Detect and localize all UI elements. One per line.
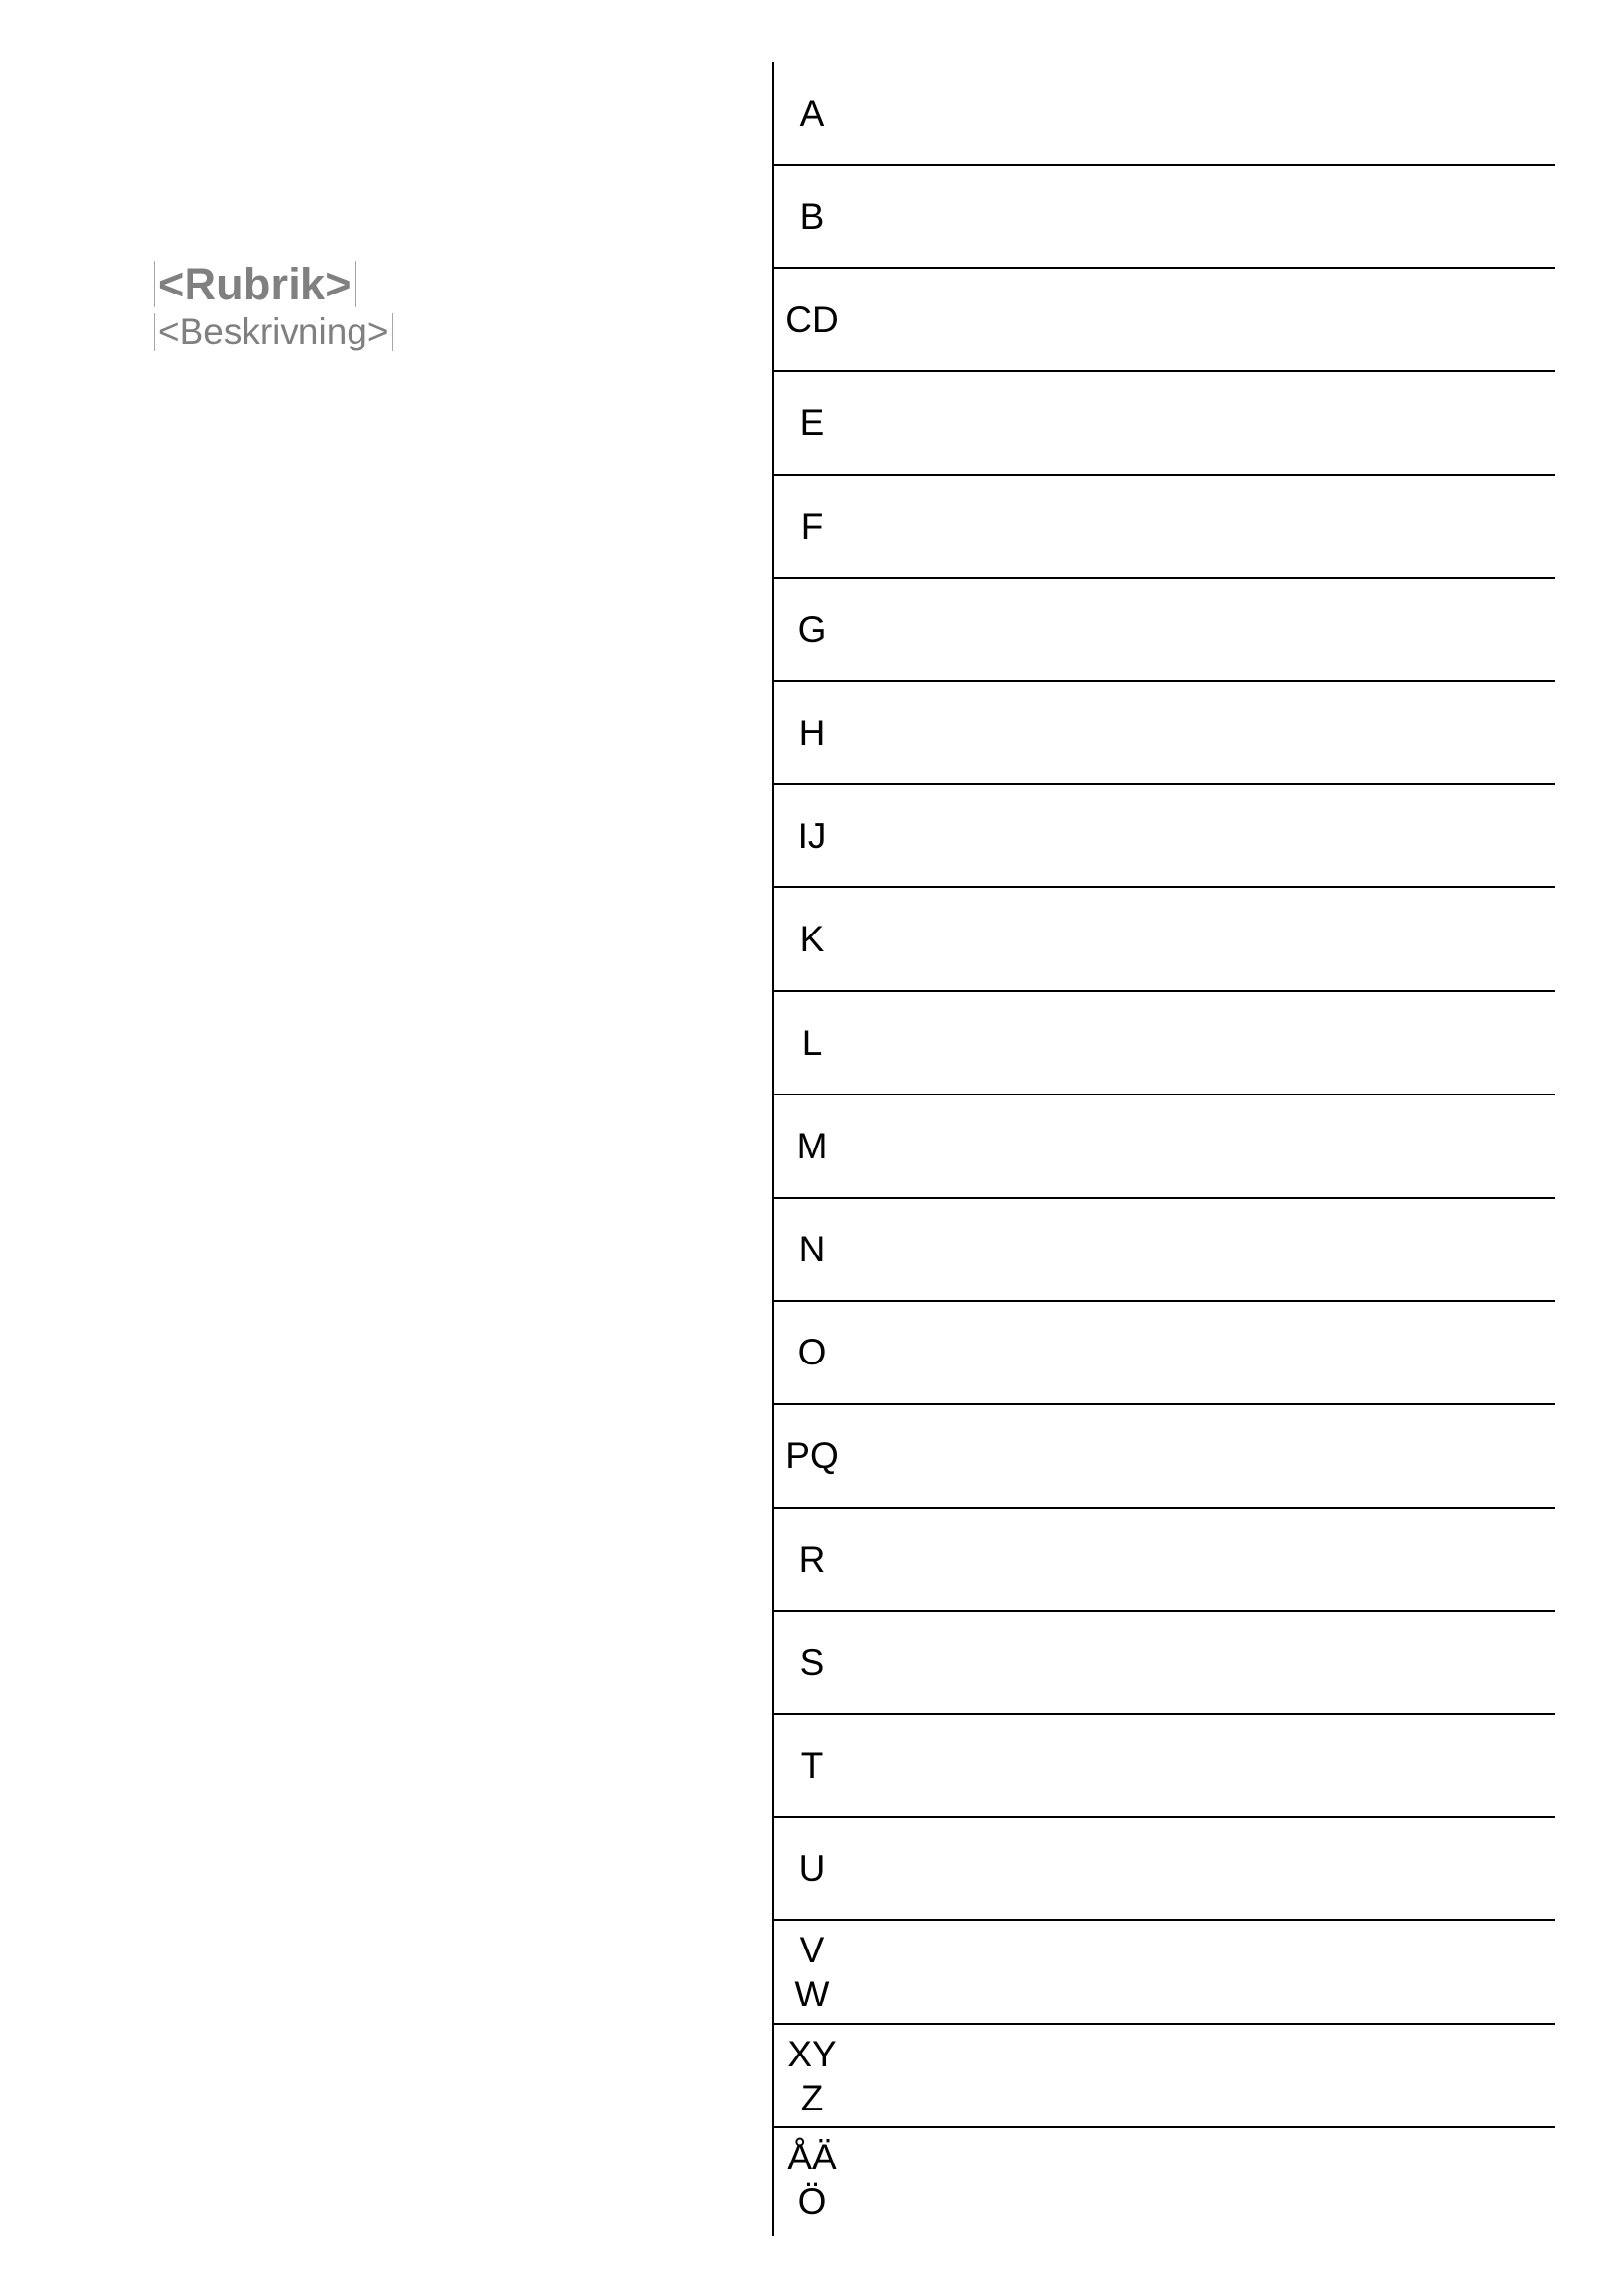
register-tab-label: S xyxy=(799,1641,825,1682)
register-tab[interactable] xyxy=(774,2128,1555,2231)
register-tab[interactable] xyxy=(774,992,1555,1095)
register-tab[interactable] xyxy=(774,785,1555,888)
register-tab-label: O xyxy=(797,1332,827,1373)
register-tab-label: V W xyxy=(794,1930,830,2015)
register-tab[interactable] xyxy=(774,579,1555,682)
register-tab-label: T xyxy=(800,1745,824,1786)
register-tab[interactable] xyxy=(774,682,1555,785)
register-tab-label: N xyxy=(798,1229,826,1269)
register-tab[interactable] xyxy=(774,372,1555,475)
register-tab[interactable] xyxy=(774,1509,1555,1612)
register-tab-label: B xyxy=(799,196,825,237)
register-tab[interactable] xyxy=(774,1921,1555,2024)
description-placeholder-field[interactable]: <Beskrivning> xyxy=(154,313,393,351)
heading-block xyxy=(154,261,393,351)
register-tab-label: XY Z xyxy=(787,2033,837,2118)
register-tab[interactable] xyxy=(774,1095,1555,1199)
register-tab[interactable] xyxy=(774,1715,1555,1818)
register-tab[interactable] xyxy=(774,476,1555,579)
register-tab-label: G xyxy=(797,609,827,650)
register-tab-label: K xyxy=(799,919,825,960)
register-tab-label: U xyxy=(798,1848,826,1890)
register-tab-label: F xyxy=(800,506,824,547)
register-tab[interactable] xyxy=(774,62,1555,166)
register-tab-label: IJ xyxy=(797,816,827,857)
register-tab-label: H xyxy=(798,713,826,753)
register-tab[interactable] xyxy=(774,2025,1555,2128)
register-tab[interactable] xyxy=(774,1302,1555,1405)
register-tab-label: PQ xyxy=(785,1435,839,1476)
register-tab-label: CD xyxy=(785,299,839,341)
register-tab-label: E xyxy=(799,402,825,444)
alphabet-tab-register xyxy=(772,62,1553,2236)
register-tab-label: R xyxy=(798,1538,826,1579)
register-tab-label: ÅÄ Ö xyxy=(787,2136,837,2221)
register-tab[interactable] xyxy=(774,1818,1555,1921)
register-tab[interactable] xyxy=(774,1612,1555,1715)
register-tab[interactable] xyxy=(774,166,1555,269)
register-tab-label: A xyxy=(799,93,825,133)
register-tab-label: L xyxy=(801,1022,823,1063)
register-tab-label: M xyxy=(796,1125,828,1166)
title-placeholder-field[interactable]: <Rubrik> xyxy=(154,261,356,307)
register-tab[interactable] xyxy=(774,1405,1555,1508)
register-tab[interactable] xyxy=(774,269,1555,372)
register-tab[interactable] xyxy=(774,1199,1555,1302)
register-tab[interactable] xyxy=(774,888,1555,991)
